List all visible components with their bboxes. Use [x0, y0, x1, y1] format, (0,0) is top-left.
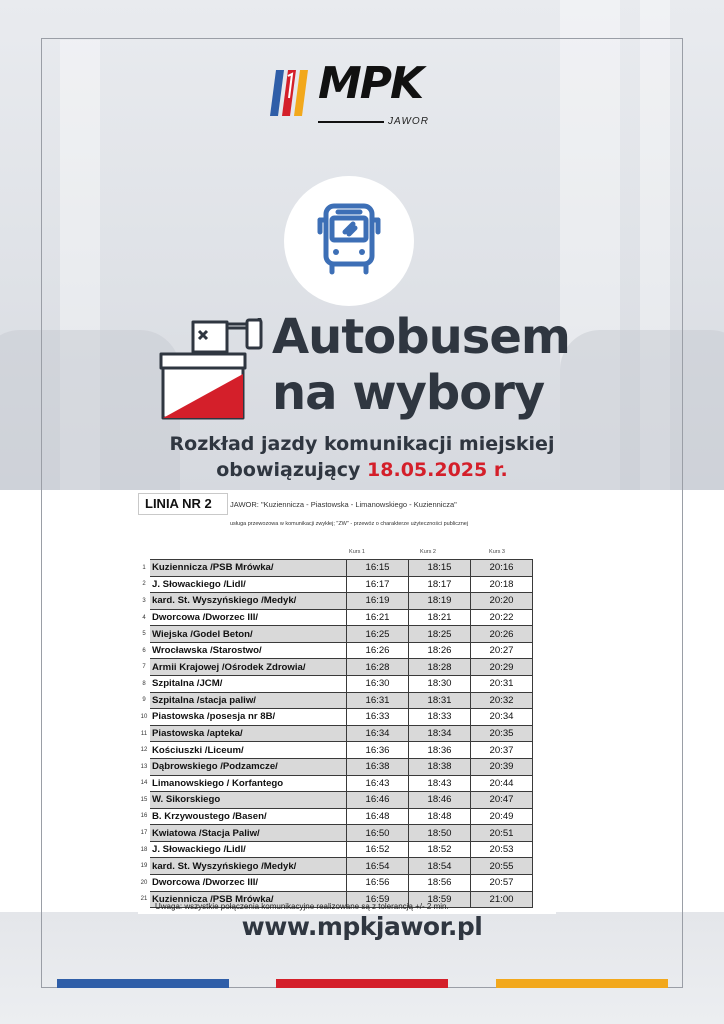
- kurs-2-time: 18:59: [409, 891, 471, 908]
- line-title: LINIA NR 2: [138, 493, 228, 515]
- kurs-1-time: 16:46: [347, 792, 409, 809]
- subtitle-text: Rozkład jazdy komunikacji miejskiej: [169, 433, 555, 455]
- table-row: [138, 858, 533, 875]
- stop-number: 20: [140, 879, 148, 886]
- kurs-3-time: 20:39: [471, 758, 533, 775]
- stop-name: J. Słowackiego /Lidl/: [150, 576, 347, 593]
- stripe-blue: [57, 979, 229, 988]
- headline-line-1: Autobusem: [272, 309, 570, 365]
- kurs-1-time: 16:19: [347, 593, 409, 610]
- kurs-3-time: 20:55: [471, 858, 533, 875]
- stop-number: 3: [138, 593, 150, 610]
- kurs-3-time: 20:20: [471, 593, 533, 610]
- kurs-1-time: 16:38: [347, 758, 409, 775]
- kurs-1-time: 16:52: [347, 841, 409, 858]
- stop-name: Piastowska /apteka/: [150, 725, 347, 742]
- table-row: [138, 676, 533, 693]
- table-row: [138, 725, 533, 742]
- stop-number: 8: [142, 680, 146, 687]
- stripe-red: [276, 979, 448, 988]
- kurs-2-time: 18:56: [409, 874, 471, 891]
- stop-number: 7: [138, 659, 150, 676]
- stop-name: B. Krzywoustego /Basen/: [150, 808, 347, 825]
- stop-number: 10: [140, 713, 148, 720]
- headline: [272, 309, 602, 421]
- kurs-3-time: 20:31: [471, 676, 533, 693]
- stop-name: Kuziennicza /PSB Mrówka/: [150, 891, 347, 908]
- column-header-kurs-3: Kurs 3: [489, 549, 505, 555]
- table-row: [138, 659, 533, 676]
- stop-number: 4: [142, 614, 146, 621]
- subtitle-line-1: [0, 433, 724, 455]
- kurs-3-time: 20:57: [471, 874, 533, 891]
- kurs-1-time: 16:17: [347, 576, 409, 593]
- stop-number: 1: [138, 560, 150, 577]
- mpk-logo: [268, 58, 458, 134]
- stop-number: 12: [140, 747, 148, 754]
- kurs-1-time: 16:36: [347, 742, 409, 759]
- kurs-1-time: 16:48: [347, 808, 409, 825]
- stop-name: Kuziennicza /PSB Mrówka/: [150, 560, 347, 577]
- tolerance-note: Uwaga: wszystkie połączenia komunikacyjne realizowane są z tolerancją +/- 2 min.: [155, 902, 449, 911]
- kurs-3-time: 20:51: [471, 825, 533, 842]
- stop-number: 21: [138, 891, 150, 908]
- logo-underline: [318, 121, 384, 123]
- kurs-2-time: 18:50: [409, 825, 471, 842]
- stop-number: 19: [138, 858, 150, 875]
- kurs-2-time: 18:48: [409, 808, 471, 825]
- logo-subtext: JAWOR: [388, 116, 429, 127]
- kurs-3-time: 21:00: [471, 891, 533, 908]
- kurs-3-time: 20:44: [471, 775, 533, 792]
- stop-number: 2: [142, 581, 146, 588]
- stop-number: 6: [142, 647, 146, 654]
- stop-name: J. Słowackiego /Lidl/: [150, 841, 347, 858]
- kurs-2-time: 18:46: [409, 792, 471, 809]
- kurs-2-time: 18:21: [409, 609, 471, 626]
- table-row: [138, 576, 533, 593]
- kurs-2-time: 18:30: [409, 676, 471, 693]
- kurs-1-time: 16:34: [347, 725, 409, 742]
- kurs-3-time: 20:53: [471, 841, 533, 858]
- kurs-3-time: 20:47: [471, 792, 533, 809]
- kurs-2-time: 18:25: [409, 626, 471, 643]
- stop-name: Kwiatowa /Stacja Paliw/: [150, 825, 347, 842]
- table-row: [138, 626, 533, 643]
- kurs-2-time: 18:26: [409, 642, 471, 659]
- election-date: 18.05.2025 r.: [367, 459, 508, 481]
- table-row: [138, 808, 533, 825]
- kurs-1-time: 16:56: [347, 874, 409, 891]
- stop-name: Wiejska /Godel Beton/: [150, 626, 347, 643]
- stop-name: Piastowska /posesja nr 8B/: [150, 709, 347, 726]
- route-description: JAWOR: "Kuziennicza - Piastowska - Limanowskiego - Kuziennicza": [230, 500, 457, 509]
- stop-number: 17: [138, 825, 150, 842]
- kurs-2-time: 18:15: [409, 560, 471, 577]
- headline-line-2: na wybory: [272, 365, 545, 421]
- stripe-yellow: [496, 979, 668, 988]
- kurs-1-time: 16:59: [347, 891, 409, 908]
- stop-name: kard. St. Wyszyńskiego /Medyk/: [150, 858, 347, 875]
- kurs-1-time: 16:15: [347, 560, 409, 577]
- kurs-3-time: 20:16: [471, 560, 533, 577]
- logo-text: MPK: [318, 58, 423, 109]
- column-header-kurs-1: Kurs 1: [349, 549, 365, 555]
- kurs-2-time: 18:36: [409, 742, 471, 759]
- stop-number: 16: [140, 813, 148, 820]
- table-row: [138, 560, 533, 577]
- kurs-2-time: 18:17: [409, 576, 471, 593]
- stop-number: 13: [138, 758, 150, 775]
- kurs-1-time: 16:31: [347, 692, 409, 709]
- stop-number: 15: [138, 792, 150, 809]
- kurs-3-time: 20:18: [471, 576, 533, 593]
- kurs-1-time: 16:30: [347, 676, 409, 693]
- column-header-kurs-2: Kurs 2: [420, 549, 436, 555]
- stop-number: 5: [138, 626, 150, 643]
- kurs-2-time: 18:33: [409, 709, 471, 726]
- kurs-3-time: 20:34: [471, 709, 533, 726]
- mpk-logo-mark: [268, 64, 318, 124]
- kurs-3-time: 20:29: [471, 659, 533, 676]
- stop-name: Armii Krajowej /Ośrodek Zdrowia/: [150, 659, 347, 676]
- subtitle-line-2: [0, 459, 724, 481]
- kurs-3-time: 20:35: [471, 725, 533, 742]
- stop-number: 9: [138, 692, 150, 709]
- stop-name: Kościuszki /Liceum/: [150, 742, 347, 759]
- kurs-3-time: 20:27: [471, 642, 533, 659]
- kurs-2-time: 18:52: [409, 841, 471, 858]
- stop-name: Limanowskiego / Korfantego: [150, 775, 347, 792]
- stop-name: W. Sikorskiego: [150, 792, 347, 809]
- stop-name: Wrocławska /Starostwo/: [150, 642, 347, 659]
- stop-name: Dąbrowskiego /Podzamcze/: [150, 758, 347, 775]
- kurs-2-time: 18:19: [409, 593, 471, 610]
- table-row: [138, 742, 533, 759]
- kurs-1-time: 16:43: [347, 775, 409, 792]
- stop-name: Dworcowa /Dworzec III/: [150, 874, 347, 891]
- kurs-2-time: 18:34: [409, 725, 471, 742]
- kurs-2-time: 18:54: [409, 858, 471, 875]
- website-link[interactable]: www.mpkjawor.pl: [241, 912, 483, 941]
- stop-name: Szpitalna /stacja paliw/: [150, 692, 347, 709]
- timetable-table: [138, 559, 533, 908]
- kurs-1-time: 16:21: [347, 609, 409, 626]
- subtitle-prefix: obowiązujący: [216, 459, 361, 481]
- table-row: [138, 642, 533, 659]
- bus-icon: [284, 176, 414, 306]
- stop-number: 18: [140, 846, 148, 853]
- kurs-3-time: 20:22: [471, 609, 533, 626]
- table-row: [138, 841, 533, 858]
- table-row: [138, 792, 533, 809]
- table-row: [138, 593, 533, 610]
- kurs-3-time: 20:37: [471, 742, 533, 759]
- kurs-2-time: 18:38: [409, 758, 471, 775]
- kurs-1-time: 16:50: [347, 825, 409, 842]
- stop-name: Szpitalna /JCM/: [150, 676, 347, 693]
- stop-number: 11: [138, 725, 150, 742]
- kurs-2-time: 18:43: [409, 775, 471, 792]
- kurs-3-time: 20:49: [471, 808, 533, 825]
- stop-name: Dworcowa /Dworzec III/: [150, 609, 347, 626]
- table-row: [138, 758, 533, 775]
- table-row: [138, 609, 533, 626]
- kurs-3-time: 20:26: [471, 626, 533, 643]
- stop-name: kard. St. Wyszyńskiego /Medyk/: [150, 593, 347, 610]
- service-description: usługa przewozowa w komunikacji zwykłej; "ZW" - przewóz o charakterze użyteczności publicznej: [230, 521, 469, 527]
- table-row: [138, 825, 533, 842]
- kurs-1-time: 16:25: [347, 626, 409, 643]
- stop-number: 14: [140, 780, 148, 787]
- kurs-2-time: 18:31: [409, 692, 471, 709]
- kurs-2-time: 18:28: [409, 659, 471, 676]
- table-row: [138, 692, 533, 709]
- table-row: [138, 775, 533, 792]
- kurs-1-time: 16:28: [347, 659, 409, 676]
- ballot-box-icon: [155, 318, 267, 422]
- bus-icon-badge: [284, 176, 414, 306]
- table-row: [138, 874, 533, 891]
- kurs-1-time: 16:54: [347, 858, 409, 875]
- table-row: [138, 709, 533, 726]
- kurs-1-time: 16:33: [347, 709, 409, 726]
- kurs-1-time: 16:26: [347, 642, 409, 659]
- kurs-3-time: 20:32: [471, 692, 533, 709]
